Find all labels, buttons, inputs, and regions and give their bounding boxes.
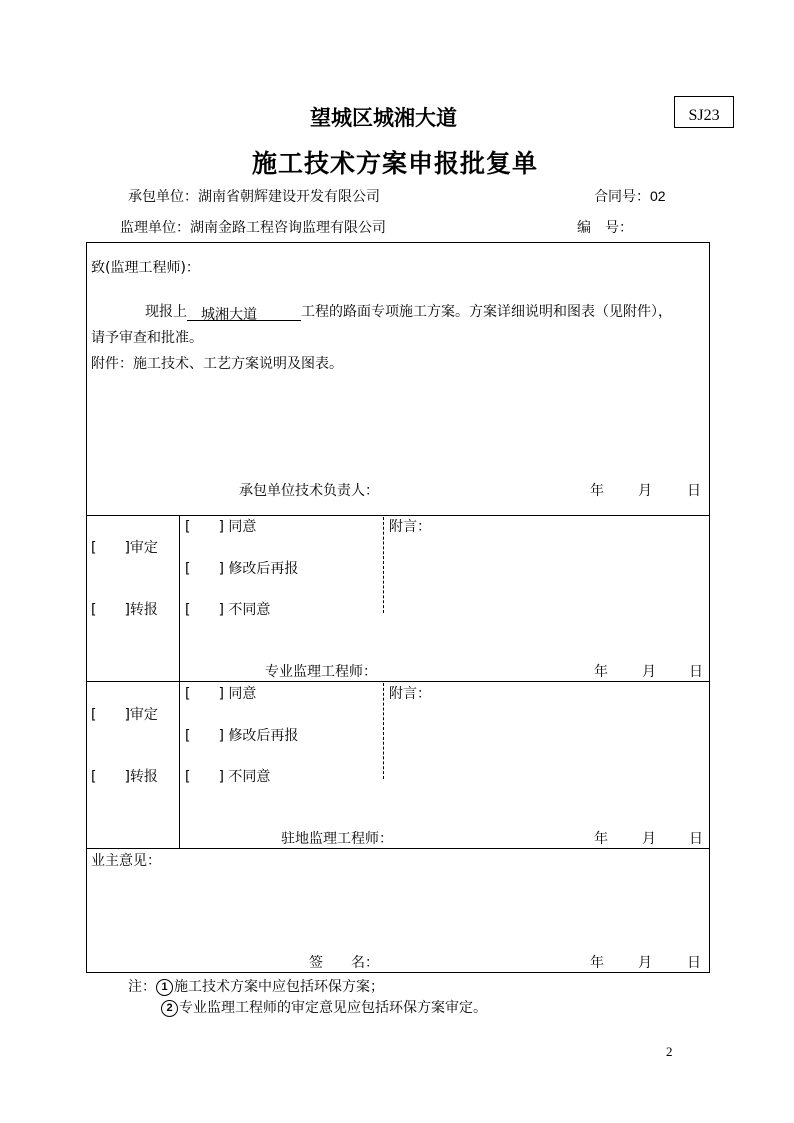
option-agree[interactable]: [ ] 同意	[185, 519, 257, 535]
resident-engineer-signer: 驻地监理工程师：	[281, 831, 393, 847]
specialist-engineer-signer: 专业监理工程师：	[265, 664, 377, 680]
org-title: 望城区城湘大道	[310, 105, 457, 130]
forward-checkbox[interactable]: [ ]转报	[91, 769, 158, 785]
date-month: 月	[642, 664, 656, 680]
addressee: 致(监理工程师)：	[91, 260, 200, 276]
supervisor-label: 监理单位：	[120, 220, 190, 236]
submission-line: 现报上 城湘大道 工程的路面专项施工方案。方案详细说明和图表（见附件），	[145, 304, 672, 323]
note-1: 注： 1 施工技术方案中应包括环保方案；	[128, 979, 384, 995]
note-2: 2 专业监理工程师的审定意见应包括环保方案审定。	[161, 997, 487, 1017]
date-year: 年	[590, 955, 604, 971]
submission-line-2: 请予审查和批准。	[91, 330, 203, 346]
contract-no-row	[594, 186, 666, 206]
approval-form	[86, 242, 710, 973]
date-day: 日	[689, 664, 703, 680]
page-number: 2	[666, 1044, 673, 1059]
date-day: 日	[687, 955, 701, 971]
form-code: SJ23	[674, 96, 734, 128]
option-disagree[interactable]: [ ] 不同意	[185, 602, 271, 618]
date-month: 月	[638, 483, 652, 499]
supervisor-value: 湖南金路工程咨询监理有限公司	[190, 220, 386, 236]
option-revise[interactable]: [ ] 修改后再报	[185, 728, 299, 744]
option-agree[interactable]: [ ] 同意	[185, 686, 257, 702]
approve-checkbox[interactable]: [ ]审定	[91, 540, 158, 556]
owner-sign-label: 签 名：	[309, 955, 379, 971]
date-year: 年	[594, 664, 608, 680]
circled-number-2: 2	[161, 1000, 178, 1017]
contract-no-value: 02	[650, 188, 666, 204]
approve-checkbox[interactable]: [ ]审定	[91, 707, 158, 723]
date-year: 年	[590, 483, 604, 499]
remarks-label: 附言：	[389, 686, 431, 702]
date-year: 年	[594, 831, 608, 847]
contractor-tech-signer: 承包单位技术负责人：	[239, 483, 379, 499]
date-month: 月	[642, 831, 656, 847]
forward-checkbox[interactable]: [ ]转报	[91, 602, 158, 618]
date-day: 日	[689, 831, 703, 847]
contractor-value: 湖南省朝辉建设开发有限公司	[198, 189, 380, 205]
project-name: 城湘大道	[187, 304, 301, 321]
circled-number-1: 1	[156, 979, 173, 996]
owner-opinion-label: 业主意见：	[91, 853, 161, 869]
date-day: 日	[687, 483, 701, 499]
remarks-label: 附言：	[389, 519, 431, 535]
attachment-note: 附件：施工技术、工艺方案说明及图表。	[91, 356, 343, 372]
contractor-row	[128, 186, 380, 206]
supervisor-row	[120, 217, 386, 237]
date-month: 月	[638, 955, 652, 971]
contract-no-label: 合同号：	[594, 189, 650, 205]
contractor-label: 承包单位：	[128, 189, 198, 205]
option-disagree[interactable]: [ ] 不同意	[185, 769, 271, 785]
option-revise[interactable]: [ ] 修改后再报	[185, 561, 299, 577]
serial-label: 编 号：	[577, 220, 633, 236]
page-title: 施工技术方案申报批复单	[252, 149, 539, 178]
